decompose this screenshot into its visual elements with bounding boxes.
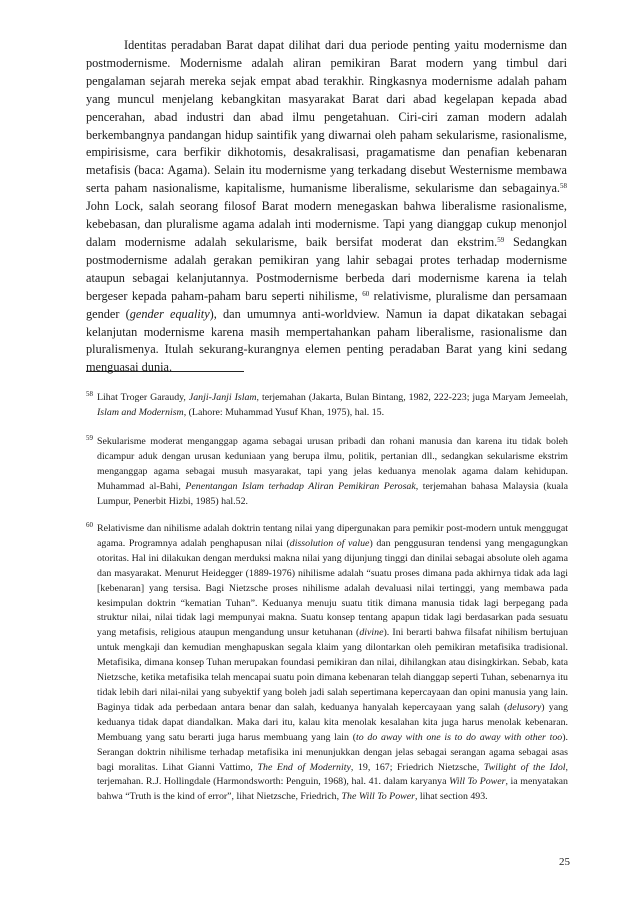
footnote-italic-title: Janji-Janji Islam: [188, 392, 257, 403]
footnote-italic-title: The End of Modernity: [257, 761, 351, 773]
footnote-italic-title: to do away with one is to do away with other too: [356, 731, 563, 743]
paragraph-text-part: relativisme, pluralisme dan persamaan gender (: [86, 288, 568, 321]
footnote-body: [86, 387, 568, 421]
paragraph-text-part: Sedangkan postmodernisme adalah gerakan pemikiran yang lahir sebagai protes terhadap modernisme ataupun sebagai kelanjutannya. Postmodernisme berbeda dari modernisme karena ia telah bergeser kepada paham-paham baru seperti nihilisme,: [86, 234, 567, 303]
footnote-text: , lihat section 493.: [414, 791, 488, 803]
footnote-text: ) dan penggusuran tendensi yang mengagungkan otoritas. Hal ini dilakukan dengan merduksi makna nilai yang dijunjung tinggi dan dinilai sebagai absolute oleh agama dan masyarakat. Menurut Heidegger (1889-1976) nihilisme adalah “suatu proses dimana pada akhirnya tidak ada lagi [kebenaran] yang tersisa. Bagi Nietzsche proses nihilisme adalah devaluasi nilai tertinggi, yang membawa pada kesimpulan doktrin “kematian Tuhan”. Keduanya menuju suatu titik dimana manusia tidak lagi berpegang pada struktur nilai, nilai tidak lagi mempunyai makna. Suatu konsep tentang apapun tidak lagi berdasarkan pada sesuatu yang metafisis, religious ataupun mengandung unsur ketuhanan (: [97, 537, 568, 639]
footnote-text: Lihat Troger Garaudy,: [97, 392, 189, 403]
footnote-text: Relativisme dan nihilisme adalah doktrin tentang nilai yang dipergunakan para pemikir post-modern untuk menggugat agama. Programnya adalah penghapusan nilai (: [97, 523, 568, 549]
body-paragraph: [86, 37, 567, 377]
footnote-text: ). Serangan doktrin nihilisme terhadap metafisika ini menunjukkan dengan jelas sebagai serangan agama sebagai asas bagi moralitas. Lihat Gianni Vattimo,: [97, 731, 568, 773]
footnote-text: , terjemahan (Jakarta, Bulan Bintang, 1982, 222-223; juga Maryam Jemeelah,: [256, 392, 568, 403]
footnote-60: [86, 518, 568, 805]
footnote-italic-title: Islam and Modernism: [97, 406, 184, 418]
footnote-italic-title: Twilight of the Idol: [483, 761, 566, 773]
footnote-italic-title: divine: [359, 627, 384, 639]
footnote-text: , terjemahan bahasa Malaysia (kuala Lumpur, Penerbit Hizbi, 1985) hal.52.: [97, 480, 568, 507]
footnote-59: [86, 431, 568, 510]
footnote-body: [86, 431, 568, 510]
paragraph-text-part: John Lock, salah seorang filosof Barat modern menegaskan bahwa liberalisme rasionalisme, kebebasan, dan pluralisme agama adalah inti modernisme. Tapi yang dianggap cukup menonjol dalam modernisme adalah sekularisme, baik bersifat moderat dan ekstrim.: [86, 199, 567, 249]
paragraph-italic-term: gender equality: [129, 306, 210, 321]
footnote-number: 59: [86, 434, 93, 442]
footnote-text: ) yang keduanya tidak dapat diandalkan. Maka dari itu, kalau kita menolak kesalahan kita juga harus menolak kebenaran. Membuang yang satu berarti juga harus membuang yang lain (: [97, 701, 568, 743]
footnote-ref-59[interactable]: 59: [497, 235, 505, 244]
footnote-italic-title: The Will To Power: [341, 791, 415, 803]
paragraph-text-part: Identitas peradaban Barat dapat dilihat dari dua periode penting yaitu modernisme dan postmodernisme. Modernisme adalah aliran pemikiran Barat modern yang timbul dari pengalaman sejarah mereka sejak empat abad terakhir. Ringkasnya modernisme adalah paham yang muncul menjelang kebangkitan masyarakat Barat dari abad kegelapan kepada abad pencerahan, abad industri dan abad ilmu pengetahuan. Ciri-ciri zaman modern adalah berkembangnya pandangan hidup saintifik yang diwarnai oleh paham sekularisme, rasionalisme, empirisisme, cara berfikir dikhotomis, desakralisasi, pragamatisme dan penafian kebenaran metafisis (baca: Agama). Selain itu modernisme yang terkadang disebut Westernisme membawa serta paham nasionalisme, kapitalisme, humanisme liberalisme, sekularisme dan sebagainya.: [86, 38, 567, 196]
footnote-ref-58[interactable]: 58: [560, 182, 567, 191]
footnote-text: , 19, 167; Friedrich Nietzsche,: [350, 761, 484, 773]
footnote-italic-title: dissolution of value: [289, 537, 370, 549]
footnote-number: 58: [86, 390, 93, 398]
footnote-text: , terjemahan. R.J. Hollingdale (Harmondsworth: Penguin, 1968), hal. 41. dalam karyanya: [97, 761, 568, 788]
footnote-separator: [86, 371, 244, 372]
footnote-58: [86, 387, 568, 421]
page-number: 25: [559, 856, 570, 868]
footnote-ref-60[interactable]: 60: [362, 289, 370, 298]
footnote-number: 60: [86, 521, 93, 529]
footnote-italic-title: delusory: [507, 701, 542, 713]
footnote-text: , (Lahore: Muhammad Yusuf Khan, 1975), hal. 15.: [183, 406, 385, 418]
footnote-body: [86, 518, 568, 805]
footnote-text: Sekularisme moderat menganggap agama sebagai urusan pribadi dan rohani manusia dan karena itu tidak boleh dicampur aduk dengan urusan keduniaan yang berupa ilmu, politik, pertanian dll., sedangkan sekularisme ekstrim menganggap agama sebagai musuh masyarakat, tapi yang jelas keduanya menolak agama dalam kehidupan. Muhammad al-Bahi,: [97, 436, 568, 492]
paragraph-text-part: ), dan umumnya anti-worldview. Namun ia dapat dikatakan sebagai kelanjutan modernisme karena masih mempertahankan paham liberalisme, rasionalisme dan pluralismenya. Itulah sekurang-kurangnya elemen penting peradaban Barat yang kini sedang menguasai dunia.: [86, 306, 567, 375]
footnote-italic-title: Penentangan Islam terhadap Aliran Pemikiran Perosak: [185, 480, 416, 492]
footnote-text: ). Ini berarti bahwa filsafat nihilism bertujuan untuk mengkaji dan kemudian menghapuskan segala klaim yang dilontarkan oleh pemikiran metafisika tradisional. Metafisika, dimana konsep Tuhan merupakan foundasi pemikiran dan nilai, dihilangkan atau disingkirkan. Sebab, kata Nietzsche, ketika metafisika telah mencapai suatu poin dimana kebenaran telah dianggap seperti Tuhan, sebenarnya itu tidak lebih dari nilai-nilai yang subyektif yang boleh jadi salah sepertimana kepercayaan dan opini manusia yang lain. Baginya tidak ada perbedaan antara benar dan salah, keduanya hanyalah kepercayaan yang salah (: [97, 627, 568, 713]
footnote-text: , ia menyatakan bahwa “Truth is the kind of error”, lihat Nietzsche, Friedrich,: [97, 776, 568, 803]
footnote-italic-title: Will To Power: [449, 776, 506, 788]
